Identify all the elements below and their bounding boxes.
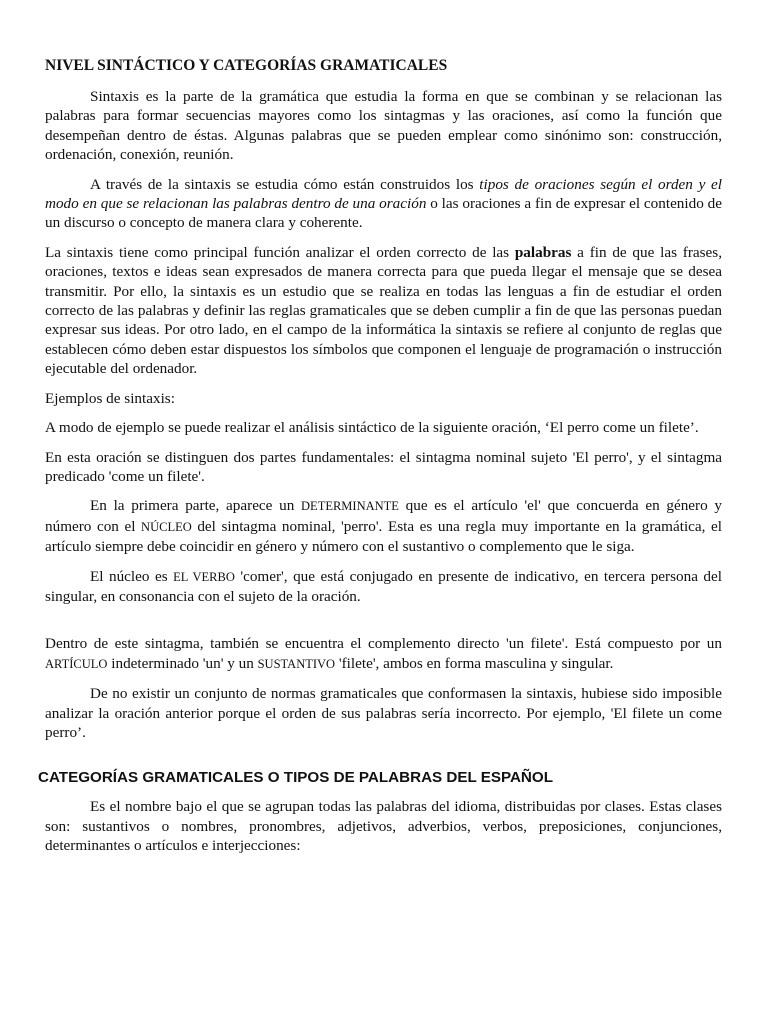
text-run: del sintagma nominal, 'perro'. Esta es una regla muy importante en la gramática, el artículo siempre debe coincidir en género y número con el sustantivo o complemento que le siga.	[45, 517, 722, 556]
paragraph-no-rules: De no existir un conjunto de normas gramaticales que conformasen la sintaxis, hubiese sido imposible analizar la oración anterior porque el orden de sus palabras sería incorrecto. Por ejemplo, 'El filete un come perro’.	[45, 685, 722, 741]
paragraph-example-sentence: A modo de ejemplo se puede realizar el análisis sintáctico de la siguiente oración, ‘El perro come un filete’.	[45, 419, 699, 437]
text-run: o las oraciones a fin de expresar el contenido de un discurso o concepto de manera clara y coherente.	[45, 195, 722, 232]
smallcaps-term: NÚCLEO	[141, 519, 192, 534]
text-run: Dentro de este sintagma, también se encuentra el complemento directo 'un filete'. Está compuesto por un	[45, 635, 722, 653]
document-page	[38, 54, 723, 866]
paragraph-two-parts: En esta oración se distinguen dos partes fundamentales: el sintagma nominal sujeto 'El perro', y el sintagma predicado 'come un filete'.	[45, 448, 722, 485]
smallcaps-term: DETERMINANTE	[301, 499, 399, 514]
smallcaps-term: ARTÍCULO	[45, 656, 108, 671]
text-run: A través de la sintaxis se estudia cómo están construidos los	[90, 175, 480, 193]
text-run: indeterminado 'un' y un	[107, 654, 258, 672]
paragraph-first-part	[45, 496, 722, 556]
paragraph-direct-object	[45, 634, 722, 674]
smallcaps-term: EL VERBO	[173, 569, 235, 584]
paragraph-examples-label: Ejemplos de sintaxis:	[45, 389, 175, 407]
smallcaps-term: SUSTANTIVO	[257, 656, 336, 671]
paragraph-categories: Es el nombre bajo el que se agrupan todas las palabras del idioma, distribuidas por clases. Estas clases son: sustantivos o nombres, pronombres, adjetivos, adverbios, verbos, preposiciones, conjunciones, determinantes o artículos e interjecciones:	[45, 798, 722, 855]
text-run: a fin de que las frases, oraciones, textos e ideas sean expresados de manera correcta para que pueda llegar el mensaje que se desea transmitir. Por ello, la sintaxis es un estudio que se realiza en todas las lenguas a fin de estudiar el orden correcto de las palabras y definir las reglas gramaticales que se deben cumplir a fin de que las personas puedan expresar sus ideas. Por otro lado, en el campo de la informática la sintaxis se refiere al conjunto de reglas que establecen cómo deben estar dispuestos los símbolos que componen el lenguaje de programación o instrucción ejecutable del ordenador.	[45, 243, 722, 378]
text-run: En la primera parte, aparece un	[90, 497, 302, 515]
italic-phrase: tipos de oraciones según el orden y el modo en que se relacionan las palabras dentro de una oración	[45, 175, 723, 213]
text-run: que es el artículo 'el' que concuerda en género y número con el	[45, 497, 722, 535]
paragraph-main-function	[45, 243, 722, 379]
bold-word: palabras	[514, 243, 572, 261]
paragraph-through-syntax	[45, 175, 722, 233]
paragraph-verb-nucleus	[45, 567, 722, 607]
text-run: El núcleo es	[90, 567, 174, 585]
text-run: 'comer', que está conjugado en presente de indicativo, en tercera persona del singular, en consonancia con el sujeto de la oración.	[45, 567, 722, 605]
section-heading-sintaxis: NIVEL SINTÁCTICO Y CATEGORÍAS GRAMATICALES	[45, 57, 448, 74]
text-run: 'filete', ambos en forma masculina y singular.	[335, 654, 614, 672]
paragraph-definition: Sintaxis es la parte de la gramática que estudia la forma en que se combinan y se relacionan las palabras para formar secuencias mayores como los sintagmas y las oraciones, así como la función que desempeñan dentro de éstas. Algunas palabras que se pueden emplear como sinónimo son: construcción, ordenación, conexión, reunión.	[45, 88, 722, 164]
text-run: La sintaxis tiene como principal función analizar el orden correcto de las	[45, 243, 515, 261]
section-heading-categorias: CATEGORÍAS GRAMATICALES O TIPOS DE PALABRAS DEL ESPAÑOL	[38, 769, 553, 787]
